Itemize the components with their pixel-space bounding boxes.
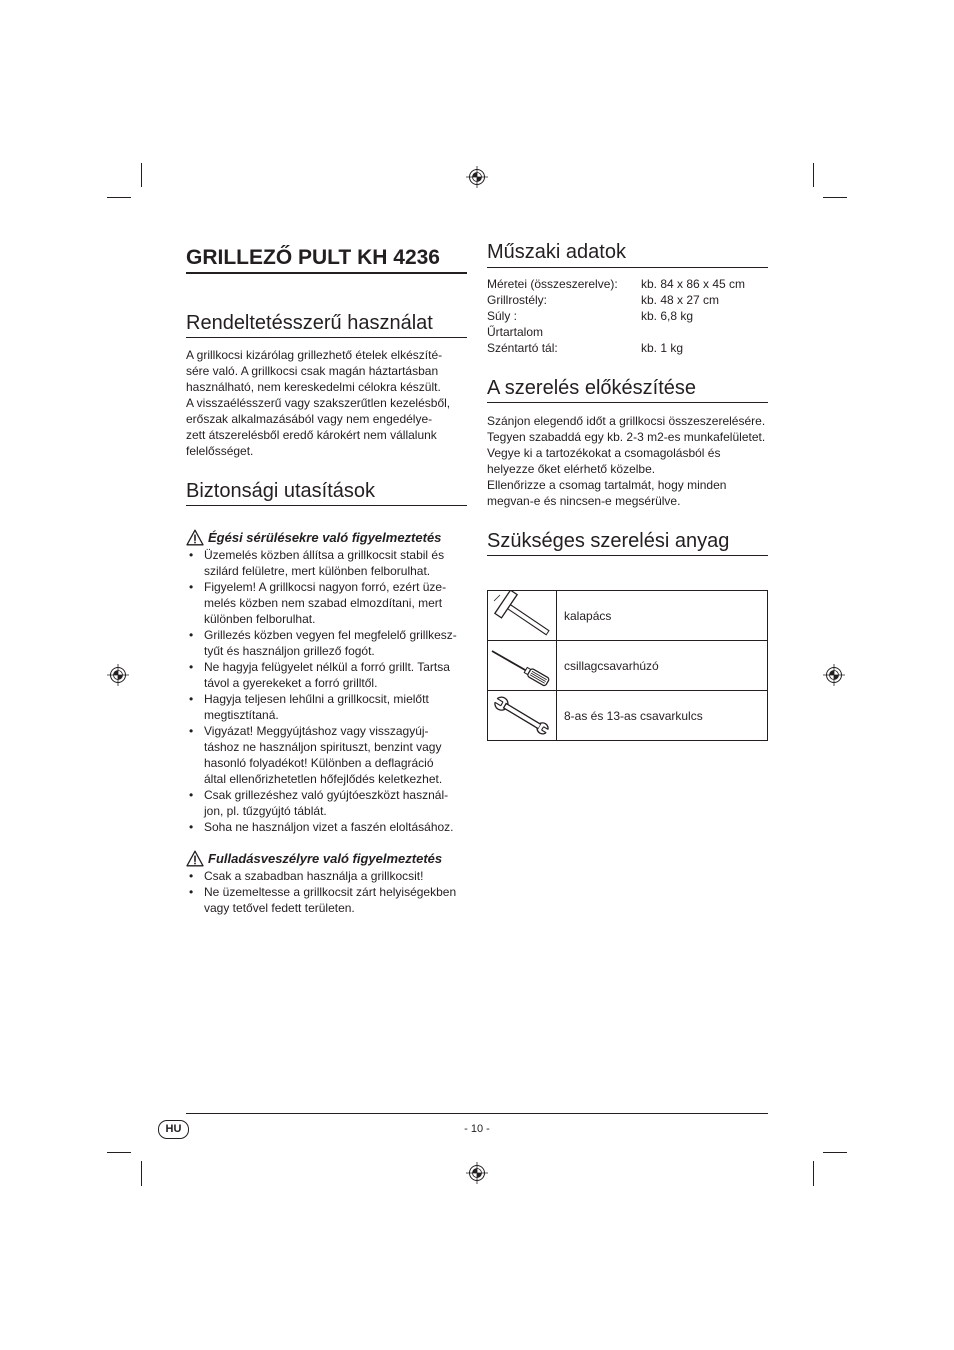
tool-row [488, 641, 768, 691]
title-underline [186, 272, 467, 274]
list-item-line: • Üzemelés közben állítsa a grillkocsit stabil és [204, 548, 445, 562]
burn-warning-heading: Égési sérülésekre való figyelmeztetés [208, 530, 442, 545]
tools-table [487, 590, 768, 741]
crop-mark-bottom-left-horizontal [107, 1152, 131, 1153]
spec-label: Széntartó tál: [487, 341, 558, 355]
spec-row [487, 308, 768, 324]
crop-mark-bottom-right-vertical [813, 1161, 814, 1186]
tool-icon-cell [488, 691, 557, 741]
list-item [186, 691, 457, 723]
spec-label: Méretei (összeszerelve): [487, 277, 618, 291]
list-item-line: • Figyelem! A grillkocsi nagyon forró, ezért üze- [204, 580, 447, 594]
paragraph-line: Vegye ki a tartozékokat a csomagolásból és [487, 446, 721, 460]
paragraph-line: zett átszerelésből eredő károkért nem vállalunk [186, 428, 437, 442]
crop-mark-bottom-left-vertical [141, 1161, 142, 1186]
list-item [186, 868, 456, 884]
list-item-line: • Vigyázat! Meggyújtáshoz vagy visszagyúj- [204, 724, 429, 738]
page-number: - 10 - [464, 1123, 490, 1135]
list-item-line: megtisztítaná. [204, 708, 279, 722]
list-item [186, 547, 457, 579]
footer-rule [186, 1113, 768, 1114]
paragraph-line: helyezze őket elérhető közelbe. [487, 462, 656, 476]
paragraph-line: sére való. A grillkocsi csak magán háztartásban [186, 364, 439, 378]
registration-mark-icon [465, 165, 489, 189]
list-item [186, 659, 457, 691]
list-item [186, 884, 456, 916]
list-item-line: • Csak grillezéshez való gyújtóeszközt használ- [204, 788, 449, 802]
heading-underline [487, 267, 768, 268]
registration-mark-icon [106, 663, 130, 687]
paragraph-line: Szánjon elegendő időt a grillkocsi összeszerelésére. [487, 414, 766, 428]
list-item-line: hasonló folyadékot! Különben a deflagráció [204, 756, 434, 770]
tool-label: csillagcsavarhúzó [557, 641, 768, 691]
suffocation-warning-heading: Fulladásveszélyre való figyelmeztetés [208, 851, 443, 866]
spec-label: Űrtartalom [487, 325, 544, 339]
list-item-line: melés közben nem szabad elmozdítani, mert [204, 596, 443, 610]
list-item-line: szilárd felületre, mert különben felborulhat. [204, 564, 431, 578]
list-item-line: • Soha ne használjon vizet a faszén eloltásához. [204, 820, 454, 834]
tools-heading: Szükséges szerelési anyag [487, 530, 730, 552]
list-item [186, 579, 457, 627]
list-item [186, 627, 457, 659]
list-item-line: különben felborulhat. [204, 612, 316, 626]
list-item [186, 787, 457, 819]
crop-mark-bottom-right-horizontal [823, 1152, 847, 1153]
crop-mark-top-right-horizontal [823, 197, 847, 198]
spec-row [487, 292, 768, 308]
paragraph-line: erőszak alkalmazásából vagy nem engedélye- [186, 412, 433, 426]
tool-row [488, 591, 768, 641]
hammer-icon [488, 591, 556, 640]
page-title: GRILLEZŐ PULT KH 4236 [186, 246, 440, 269]
list-item-line: által ellenőrizhetetlen hőfejlődés keletkezhet. [204, 772, 443, 786]
list-item [186, 723, 457, 787]
assembly-prep-heading: A szerelés előkészítése [487, 377, 696, 399]
burn-warning-list [186, 547, 457, 835]
list-item-line: távol a gyerekeket a forró grilltől. [204, 676, 378, 690]
list-item-line: vagy tetővel fedett területen. [204, 901, 355, 915]
spec-row [487, 324, 768, 340]
spec-value: kb. 48 x 27 cm [641, 293, 720, 307]
paragraph-line: megvan-e és nincsen-e megsérülve. [487, 494, 681, 508]
list-item-line: • Ne üzemeltesse a grillkocsit zárt helyiségekben [204, 885, 457, 899]
language-badge: HU [158, 1120, 189, 1139]
list-item [186, 819, 457, 835]
tool-label: kalapács [557, 591, 768, 641]
crop-mark-top-left-vertical [141, 163, 142, 187]
list-item-line: • Ne hagyja felügyelet nélkül a forró grillt. Tartsa [204, 660, 450, 674]
specs-heading: Műszaki adatok [487, 241, 626, 263]
wrench-icon [488, 691, 556, 740]
heading-underline [487, 402, 768, 403]
list-item-line: táshoz ne használjon spirituszt, benzint vagy [204, 740, 442, 754]
spec-row [487, 276, 768, 292]
safety-heading: Biztonsági utasítások [186, 480, 375, 502]
list-item-line: tyűt és használjon grillező fogót. [204, 644, 375, 658]
warning-triangle-icon [186, 529, 204, 546]
intended-use-heading: Rendeltetésszerű használat [186, 312, 433, 334]
crop-mark-top-right-vertical [813, 163, 814, 187]
spec-row [487, 340, 768, 356]
warning-triangle-icon [186, 850, 204, 867]
spec-value: kb. 6,8 kg [641, 309, 694, 323]
list-item-line: • Hagyja teljesen lehűlni a grillkocsit, mielőtt [204, 692, 429, 706]
spec-label: Súly : [487, 309, 518, 323]
paragraph-line: Ellenőrizze a csomag tartalmát, hogy minden [487, 478, 727, 492]
paragraph-line: A grillkocsi kizárólag grillezhető ételek elkészíté- [186, 348, 443, 362]
heading-underline [186, 505, 467, 506]
tool-icon-cell [488, 591, 557, 641]
spec-value: kb. 1 kg [641, 341, 684, 355]
spec-label: Grillrostély: [487, 293, 548, 307]
paragraph-line: felelősséget. [186, 444, 254, 458]
tool-icon-cell [488, 641, 557, 691]
spec-value: kb. 84 x 86 x 45 cm [641, 277, 746, 291]
paragraph-line: használható, nem kereskedelmi célokra készült. [186, 380, 441, 394]
registration-mark-icon [465, 1161, 489, 1185]
paragraph-line: Tegyen szabaddá egy kb. 2-3 m2-es munkafelületet. [487, 430, 766, 444]
specs-table [487, 276, 768, 356]
screwdriver-icon [488, 641, 556, 690]
tool-label: 8-as és 13-as csavarkulcs [557, 691, 768, 741]
heading-underline [487, 555, 768, 556]
tool-row [488, 691, 768, 741]
suffocation-warning-list [186, 868, 456, 916]
list-item-line: jon, pl. tűzgyújtó táblát. [204, 804, 327, 818]
list-item-line: • Csak a szabadban használja a grillkocsit! [204, 869, 424, 883]
assembly-prep-paragraph [487, 413, 765, 509]
intended-use-paragraph [186, 347, 450, 459]
list-item-line: • Grillezés közben vegyen fel megfelelő grillkesz- [204, 628, 457, 642]
crop-mark-top-left-horizontal [107, 197, 131, 198]
heading-underline [186, 337, 467, 338]
paragraph-line: A visszaélésszerű vagy szakszerűtlen kezelésből, [186, 396, 451, 410]
registration-mark-icon [822, 663, 846, 687]
